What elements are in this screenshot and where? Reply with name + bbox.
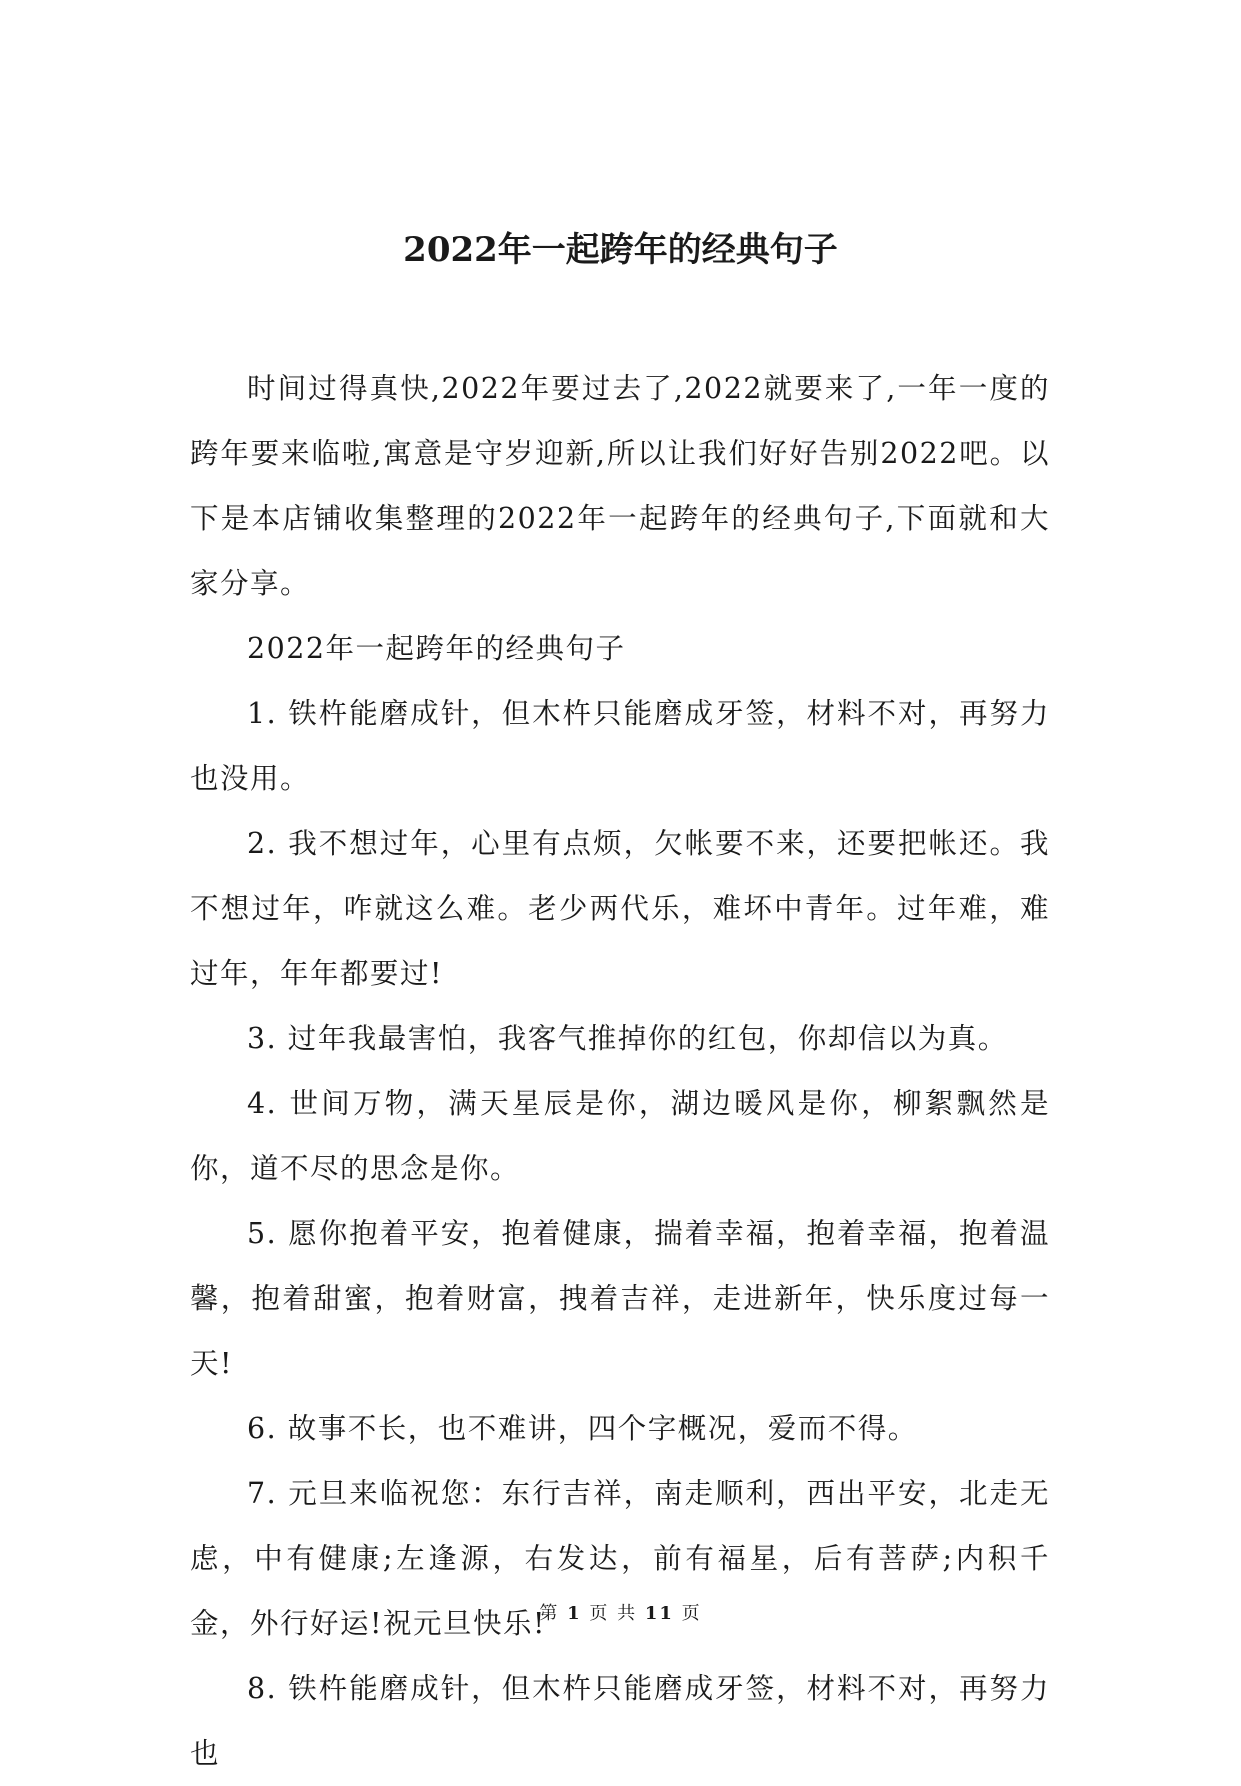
footer-suffix: 页 — [681, 1603, 702, 1624]
intro-paragraph: 时间过得真快,2022年要过去了,2022就要来了,一年一度的跨年要来临啦,寓意是守岁迎新,所以让我们好好告别2022吧。以下是本店铺收集整理的2022年一起跨年的经典句子,下面就和大家分享。 — [190, 372, 1050, 600]
document-title: 2022年一起跨年的经典句子 — [403, 230, 838, 270]
footer-prefix: 第 — [539, 1603, 560, 1624]
list-item: 4. 世间万物，满天星辰是你，湖边暖风是你，柳絮飘然是你，道不尽的思念是你。 — [190, 1087, 1050, 1185]
page-footer — [0, 1602, 1241, 1626]
list-item: 1. 铁杵能磨成针，但木杵只能磨成牙签，材料不对，再努力也没用。 — [190, 697, 1050, 795]
current-page-number: 1 — [567, 1603, 582, 1624]
subheading: 2022年一起跨年的经典句子 — [247, 632, 626, 665]
list-item: 6. 故事不长，也不难讲，四个字概况，爱而不得。 — [247, 1412, 918, 1445]
list-item: 3. 过年我最害怕，我客气推掉你的红包，你却信以为真。 — [247, 1022, 1008, 1055]
footer-middle: 页 共 — [589, 1603, 638, 1624]
list-item: 7. 元旦来临祝您：东行吉祥，南走顺利，西出平安，北走无虑，中有健康;左逢源，右发达，前有福星，后有菩萨;内积千金，外行好运!祝元旦快乐! — [190, 1477, 1050, 1640]
total-pages-number: 11 — [644, 1603, 674, 1624]
list-item: 8. 铁杵能磨成针，但木杵只能磨成牙签，材料不对，再努力也 — [190, 1672, 1050, 1770]
document-body — [190, 356, 1050, 1786]
list-item: 2. 我不想过年，心里有点烦，欠帐要不来，还要把帐还。我不想过年，咋就这么难。老少两代乐，难坏中青年。过年难，难过年，年年都要过! — [190, 827, 1050, 990]
list-item: 5. 愿你抱着平安，抱着健康，揣着幸福，抱着幸福，抱着温馨，抱着甜蜜，抱着财富，拽着吉祥，走进新年，快乐度过每一天! — [190, 1217, 1050, 1380]
